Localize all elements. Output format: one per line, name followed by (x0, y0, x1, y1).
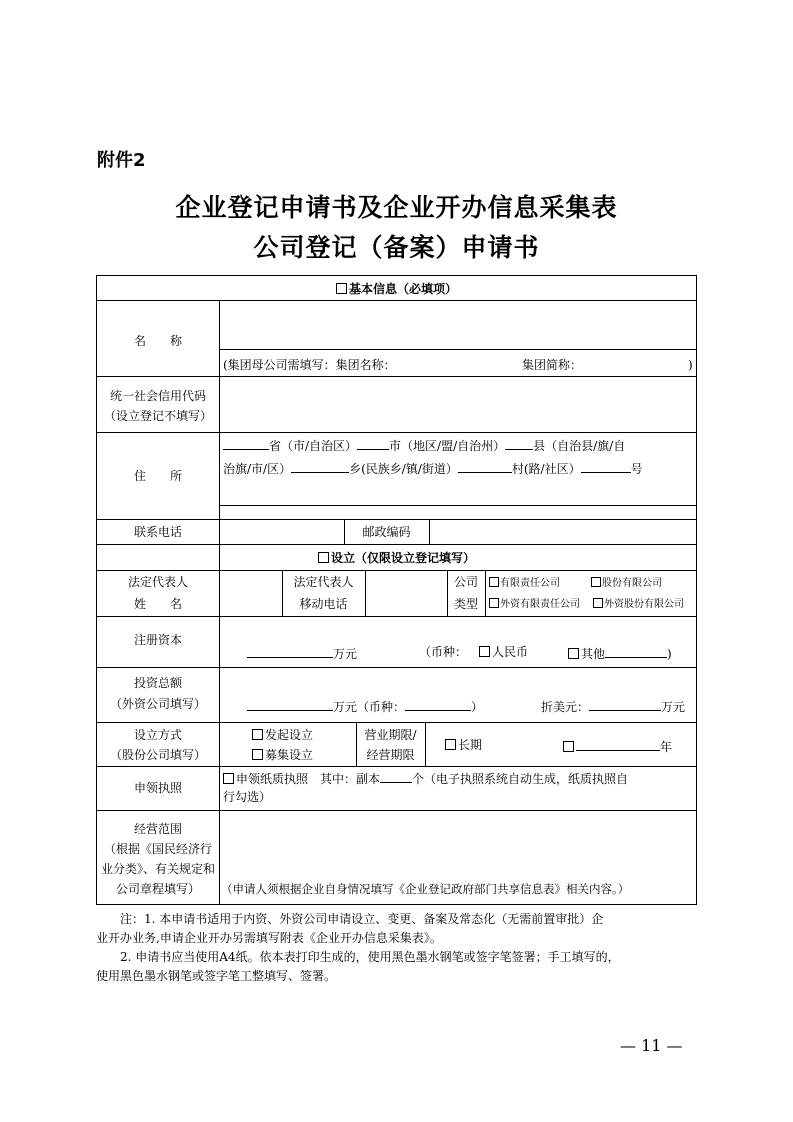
method-raise[interactable]: 募集设立 (252, 748, 313, 762)
form-subtitle: 公司登记（备案）申请书 (253, 233, 540, 262)
scope-label: 经营范围 (133, 822, 182, 836)
scope-note: （申请人须根据企业自身情况填写《企业登记政府部门共享信息表》相关内容。） (221, 882, 630, 896)
method-sponsor[interactable]: 发起设立 (252, 728, 313, 742)
term-label: 营业期限/ (364, 728, 417, 742)
page-number: — 11 — (620, 1036, 683, 1055)
note-line: 使用黑色墨水钢笔或签字笔工整填写、签署。 (96, 969, 337, 983)
setup-checkbox[interactable] (318, 552, 329, 563)
note-line: 业开办业务,申请企业开办另需填写附表《企业开办信息采集表》。 (96, 931, 442, 945)
group-note: (集团母公司需填写：集团名称： (223, 358, 396, 372)
investment-amount: 万元（币种： ） (247, 698, 483, 714)
company-type-label: 公司 (453, 575, 478, 589)
attachment-label: 附件2 (97, 150, 146, 171)
note-line: 2. 申请书应当使用A4纸。依本表打印生成的，使用黑色墨水钢笔或签字笔签署；手工填写的， (96, 950, 620, 964)
capital-amount: 万元 (247, 645, 357, 661)
address-line1: 省（市/自治区） 市（地区/盟/自治州） 县（自治县/旗/自 (223, 437, 625, 453)
address-label: 住 所 (133, 469, 182, 483)
basic-info-header[interactable]: 基本信息（必填项） (97, 282, 696, 296)
currency-other[interactable]: 其他 ) (568, 645, 672, 661)
phone-label: 联系电话 (133, 525, 182, 539)
currency-rmb[interactable]: 人民币 (479, 645, 528, 659)
type-option-joint-stock[interactable]: 股份有限公司 (591, 577, 662, 591)
license-label: 申领执照 (133, 781, 182, 795)
type-option-foreign-joint-stock[interactable]: 外资股份有限公司 (593, 598, 684, 612)
name-label: 名 称 (133, 334, 182, 348)
capital-currency: （币种： (419, 645, 468, 659)
term-years[interactable]: 年 (563, 738, 672, 754)
term-long[interactable]: 长期 (445, 738, 482, 752)
setup-header[interactable]: 设立（仅限设立登记填写） (97, 551, 696, 565)
legal-mobile-label: 法定代表人 (293, 575, 354, 589)
usd-amount: 折美元： 万元 (541, 700, 686, 714)
form-title: 企业登记申请书及企业开办信息采集表 (175, 193, 618, 222)
legal-rep-label: 法定代表人 (127, 575, 188, 589)
capital-label: 注册资本 (133, 633, 182, 647)
type-option-llc[interactable]: 有限责任公司 (489, 577, 560, 591)
postcode-label: 邮政编码 (362, 525, 411, 539)
credit-code-label: 统一社会信用代码 (109, 389, 206, 403)
method-label: 设立方式 (133, 728, 182, 742)
address-line2: 治旗/市/区） 乡(民族乡/镇/街道） 村(路/社区） 号 (223, 462, 643, 476)
application-form: 基本信息（必填项） 名 称 (集团母公司需填写：集团名称： 集团简称： ) 统一社会信用代码 （设立登记不填写） 住 所 省（市/自治区） 市（地区/盟/自治州） 县（自治县/旗/自 治旗/市/区） 乡(民族乡/镇/街道） 村(路/社区） 号 联系电话 邮政编码 设立（仅限设立登记填写） 法定代表人 姓 名 法定代表人 移动电话 公司 类型 有限责任公司 股份有限公司 外资有限责任公司 外资股份有限公司 注册资本 万元 （币种： 人民币 其他 ) 投资总额 （外资公司填写） 万元（币种： ） 折美元： 万元 设立方式 （股份公司填写） 发起设立 募集设立 营业期限/ 经营期限 长期 年 申领执照 申领纸质执照 其中：副本 个（电子执照系统自动生成，纸质执照自 行勾选） 经营范围 （根据《国民经济行 业分类》、有关规定和 公司章程填写） （申请人须根据企业自身情况填写《企业登记政府部门共享信息表》相关内容。） (96, 275, 697, 905)
investment-label: 投资总额 (133, 676, 182, 690)
note-line: 注：1. 本申请书适用于内资、外资公司申请设立、变更、备案及常态化（无需前置审批）企 (96, 912, 604, 926)
license-option[interactable]: 申领纸质执照 其中：副本 个（电子执照系统自动生成，纸质执照自 (223, 770, 628, 786)
basic-info-checkbox[interactable] (336, 283, 347, 294)
form-notes (96, 910, 697, 986)
group-short-label: 集团简称： (522, 358, 583, 372)
type-option-foreign-llc[interactable]: 外资有限责任公司 (489, 598, 580, 612)
